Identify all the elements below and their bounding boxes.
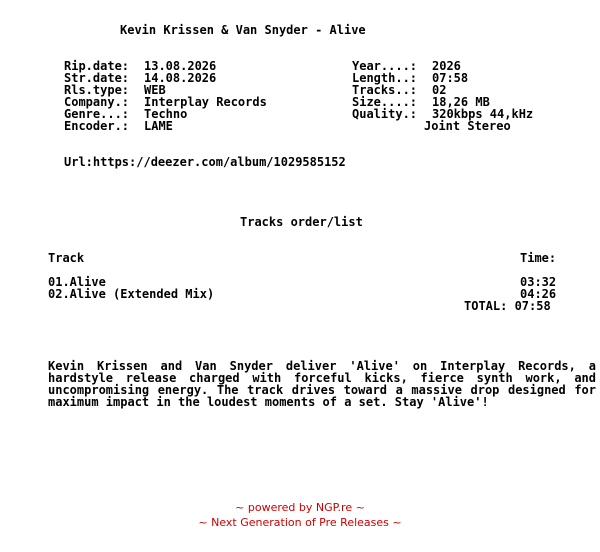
quality-value: 320kbps 44,kHz [432,107,534,121]
str-date-label: Str.date: [64,71,130,85]
total-length: TOTAL: 07:58 [464,299,551,313]
rip-date-value: 13.08.2026 [144,59,217,73]
channel-mode-value: Joint Stereo [424,119,511,133]
tracks-label: Tracks..: [352,83,418,97]
track-column-header: Track [48,251,85,265]
release-description: Kevin Krissen and Van Snyder deliver 'Alive' on Interplay Records, a hardstyle release charged with forceful kicks, fierce synth work, and uncompromising energy. The track drives toward a massive drop designed for maximum impact in the loudest moments of a set. Stay 'Alive'! [48,359,596,409]
rls-type-value: WEB [144,83,166,97]
rls-type-label: Rls.type: [64,83,130,97]
company-label: Company.: [64,95,130,109]
track-time: 04:26 [520,287,557,301]
year-label: Year....: [352,59,418,73]
str-date-value: 14.08.2026 [144,71,217,85]
encoder-value: LAME [144,119,173,133]
year-value: 2026 [432,59,461,73]
length-label: Length..: [352,71,418,85]
length-value: 07:58 [432,71,469,85]
size-value: 18,26 MB [432,95,490,109]
release-title: Kevin Krissen & Van Snyder - Alive [120,23,366,37]
encoder-label: Encoder.: [64,119,130,133]
genre-label: Genre...: [64,107,130,121]
quality-label: Quality.: [352,107,418,121]
track-name: 02.Alive (Extended Mix) [48,287,215,301]
genre-value: Techno [144,107,188,121]
rip-date-label: Rip.date: [64,59,130,73]
tracks-value: 02 [432,83,447,97]
track-time: 03:32 [520,275,557,289]
tracklist-heading: Tracks order/list [240,215,363,229]
track-name: 01.Alive [48,275,106,289]
album-url: Url:https://deezer.com/album/1029585152 [64,155,346,169]
time-column-header: Time: [520,251,557,265]
company-value: Interplay Records [144,95,267,109]
size-label: Size....: [352,95,418,109]
ngp-tagline: ~ Next Generation of Pre Releases ~ [198,516,402,529]
powered-by-line: ~ powered by NGP.re ~ [235,501,365,514]
